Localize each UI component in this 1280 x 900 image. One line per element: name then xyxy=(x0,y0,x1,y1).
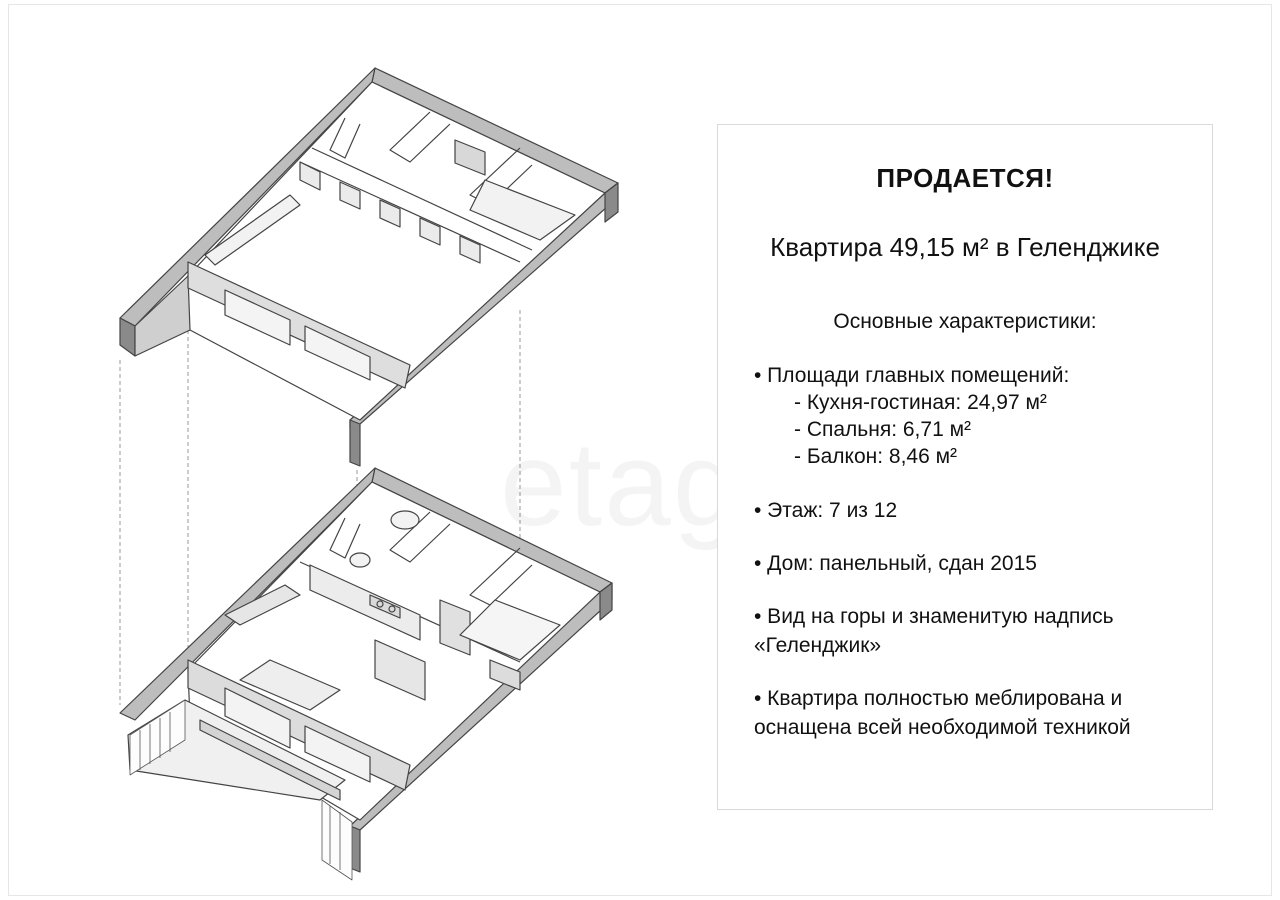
top-plan-wall-face-front xyxy=(350,420,360,466)
room-bedroom: - Спальня: 6,71 м² xyxy=(794,418,972,441)
furnished-info xyxy=(754,684,1131,742)
room-balcony: - Балкон: 8,46 м² xyxy=(794,445,958,468)
page-title: ПРОДАЕТСЯ! xyxy=(876,163,1054,193)
house-info: • Дом: панельный, сдан 2015 xyxy=(754,552,1037,575)
view-info xyxy=(754,602,1114,660)
characteristics-heading: Основные характеристики: xyxy=(833,310,1097,333)
bottom-plan xyxy=(120,468,612,880)
floor-info: • Этаж: 7 из 12 xyxy=(754,499,898,522)
listing-info-card xyxy=(717,124,1213,810)
listing-subtitle: Квартира 49,15 м² в Геленджике xyxy=(770,232,1160,262)
main-rooms-label: • Площади главных помещений: xyxy=(754,364,1070,387)
view-info-line1: • Вид на горы и знаменитую надпись xyxy=(754,605,1114,628)
view-info-line2: «Геленджик» xyxy=(754,634,882,657)
top-plan xyxy=(120,68,618,466)
room-kitchen-living: - Кухня-гостиная: 24,97 м² xyxy=(794,391,1047,414)
furnished-info-line1: • Квартира полностью меблирована и xyxy=(754,687,1123,710)
furnished-info-line2: оснащена всей необходимой техникой xyxy=(754,716,1131,739)
